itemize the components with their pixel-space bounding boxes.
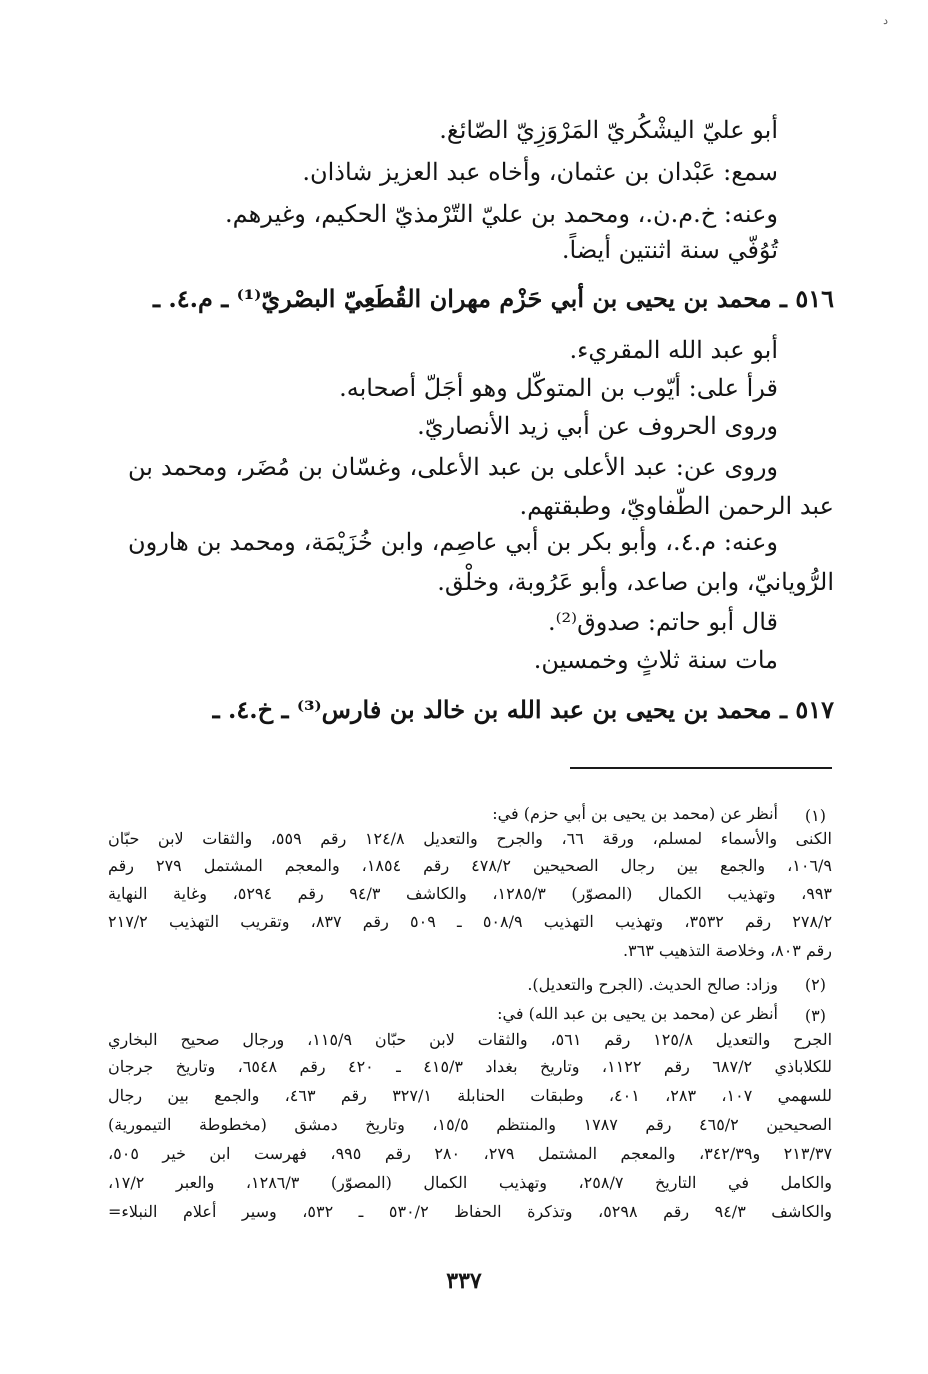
body-line: وعنه: خ.م.ن.، ومحمد بن عليّ التّرْمذيّ الحكيم، وغيرهم.	[224, 200, 778, 228]
corner-mark: د	[883, 14, 888, 27]
footnote-line: ٢٧٨/٢ رقم ٣٥٣٢، وتهذيب التهذيب ٥٠٨/٩ ـ ٥٠٩ رقم ٨٣٧، وتقريب التهذيب ٢١٧/٢	[108, 912, 833, 931]
footnote-line: الجرح والتعديل ١٢٥/٨ رقم ٥٦١، والثقات لابن حبّان ١١٥/٩، ورجال صحيح البخاري	[108, 1030, 833, 1049]
body-line: أبو عليّ اليشْكُريّ المَرْوَزِيّ الصّائغ.	[439, 116, 778, 144]
footnote-number: (٢)	[804, 975, 826, 994]
body-line: تُوُفّي سنة اثنتين أيضاً.	[561, 236, 778, 264]
body-line: وعنه: م.٤.، وأبو بكر بن أبي عاصِم، وابن خُزَيْمَة، ومحمد بن هارون	[128, 528, 778, 556]
footnote-divider	[570, 767, 832, 769]
footnote-line: أنظر عن (محمد بن يحيى بن عبد الله) في:	[497, 1004, 778, 1023]
footnote-line: للكلاباذي ٦٨٧/٢ رقم ١١٢٢، وتاريخ بغداد ٤١٥/٣ ـ ٤٢٠ رقم ٦٥٤٨، وتاريخ جرجان	[108, 1057, 832, 1076]
footnote-line: ٢١٣/٣٧ و٣٤٢/٣٩، والمعجم المشتمل ٢٧٩، ٢٨٠ رقم ٩٩٥، فهرست ابن خير ٥٠٥،	[108, 1144, 833, 1163]
body-line: سمع: عَبْدان بن عثمان، وأخاه عبد العزيز شاذان.	[302, 158, 778, 186]
footnote-line: أنظر عن (محمد بن يحيى بن أبي حزم) في:	[492, 804, 778, 823]
footnote-line: وزاد: صالح الحديث. (الجرح والتعديل).	[527, 975, 778, 994]
body-line: وروى عن: عبد الأعلى بن عبد الأعلى، وغسّان بن مُضَر، ومحمد بن	[128, 453, 778, 481]
page-number: ٣٣٧	[446, 1268, 482, 1294]
body-line: مات سنة ثلاثٍ وخمسين.	[533, 646, 778, 674]
footnote-line: الكنى والأسماء لمسلم، ورقة ٦٦، والجرح والتعديل ١٢٤/٨ رقم ٥٥٩، والثقات لابن حبّان	[108, 829, 832, 848]
footnote-line: للسهمي ١٠٧، ٢٨٣، ٤٠١، وطبقات الحنابلة ٣٢٧/١ رقم ٤٦٣، والجمع بين رجال	[108, 1086, 833, 1105]
footnote-number: (١)	[804, 806, 826, 825]
body-line: وروى الحروف عن أبي زيد الأنصاريّ.	[417, 412, 778, 440]
entry-heading-516: ٥١٦ ـ محمد بن يحيى بن أبي حَزْم مهران القُطَعِيّ البصْريّ⁽¹⁾ ـ م.٤. ـ	[152, 284, 834, 313]
footnote-number: (٣)	[804, 1006, 826, 1025]
body-line: الرُّويانيّ، وابن صاعد، وأبو عَرُوبة، وخلْق.	[437, 568, 834, 596]
footnote-line: ٩٩٣، وتهذيب الكمال (المصوّر) ١٢٨٥/٣، والكاشف ٩٤/٣ رقم ٥٢٩٤، وغاية النهاية	[108, 884, 833, 903]
body-line: قال أبو حاتم: صدوق⁽²⁾.	[548, 608, 778, 636]
footnote-line: ١٠٦/٩، والجمع بين رجال الصحيحين ٤٧٨/٢ رقم ١٨٥٤، والمعجم المشتمل ٢٧٩ رقم	[108, 856, 833, 875]
footnote-line: والكاشف ٩٤/٣ رقم ٥٢٩٨، وتذكرة الحفاظ ٥٣٠/٢ ـ ٥٣٢، وسير أعلام النبلاء=	[108, 1202, 833, 1221]
footnote-line: الصحيحين ٤٦٥/٢ رقم ١٧٨٧ والمنتظم ١٥/٥، وتاريخ دمشق (مخطوطة التيمورية)	[108, 1115, 832, 1134]
body-line: أبو عبد الله المقريء.	[569, 336, 778, 364]
footnote-line: والكامل في التاريخ ٢٥٨/٧، وتهذيب الكمال (المصوّر) ١٢٨٦/٣، والعبر ١٧/٢،	[108, 1173, 833, 1192]
body-line: قرأ على: أيّوب بن المتوكّل وهو أجَلّ أصحابه.	[339, 374, 778, 402]
body-line: عبد الرحمن الطّفاويّ، وطبقتهم.	[519, 492, 834, 520]
footnote-line: رقم ٨٠٣، وخلاصة التذهيب ٣٦٣.	[622, 941, 832, 960]
entry-heading-517: ٥١٧ ـ محمد بن يحيى بن عبد الله بن خالد بن فارس⁽³⁾ ـ خ.٤. ـ	[212, 695, 834, 724]
